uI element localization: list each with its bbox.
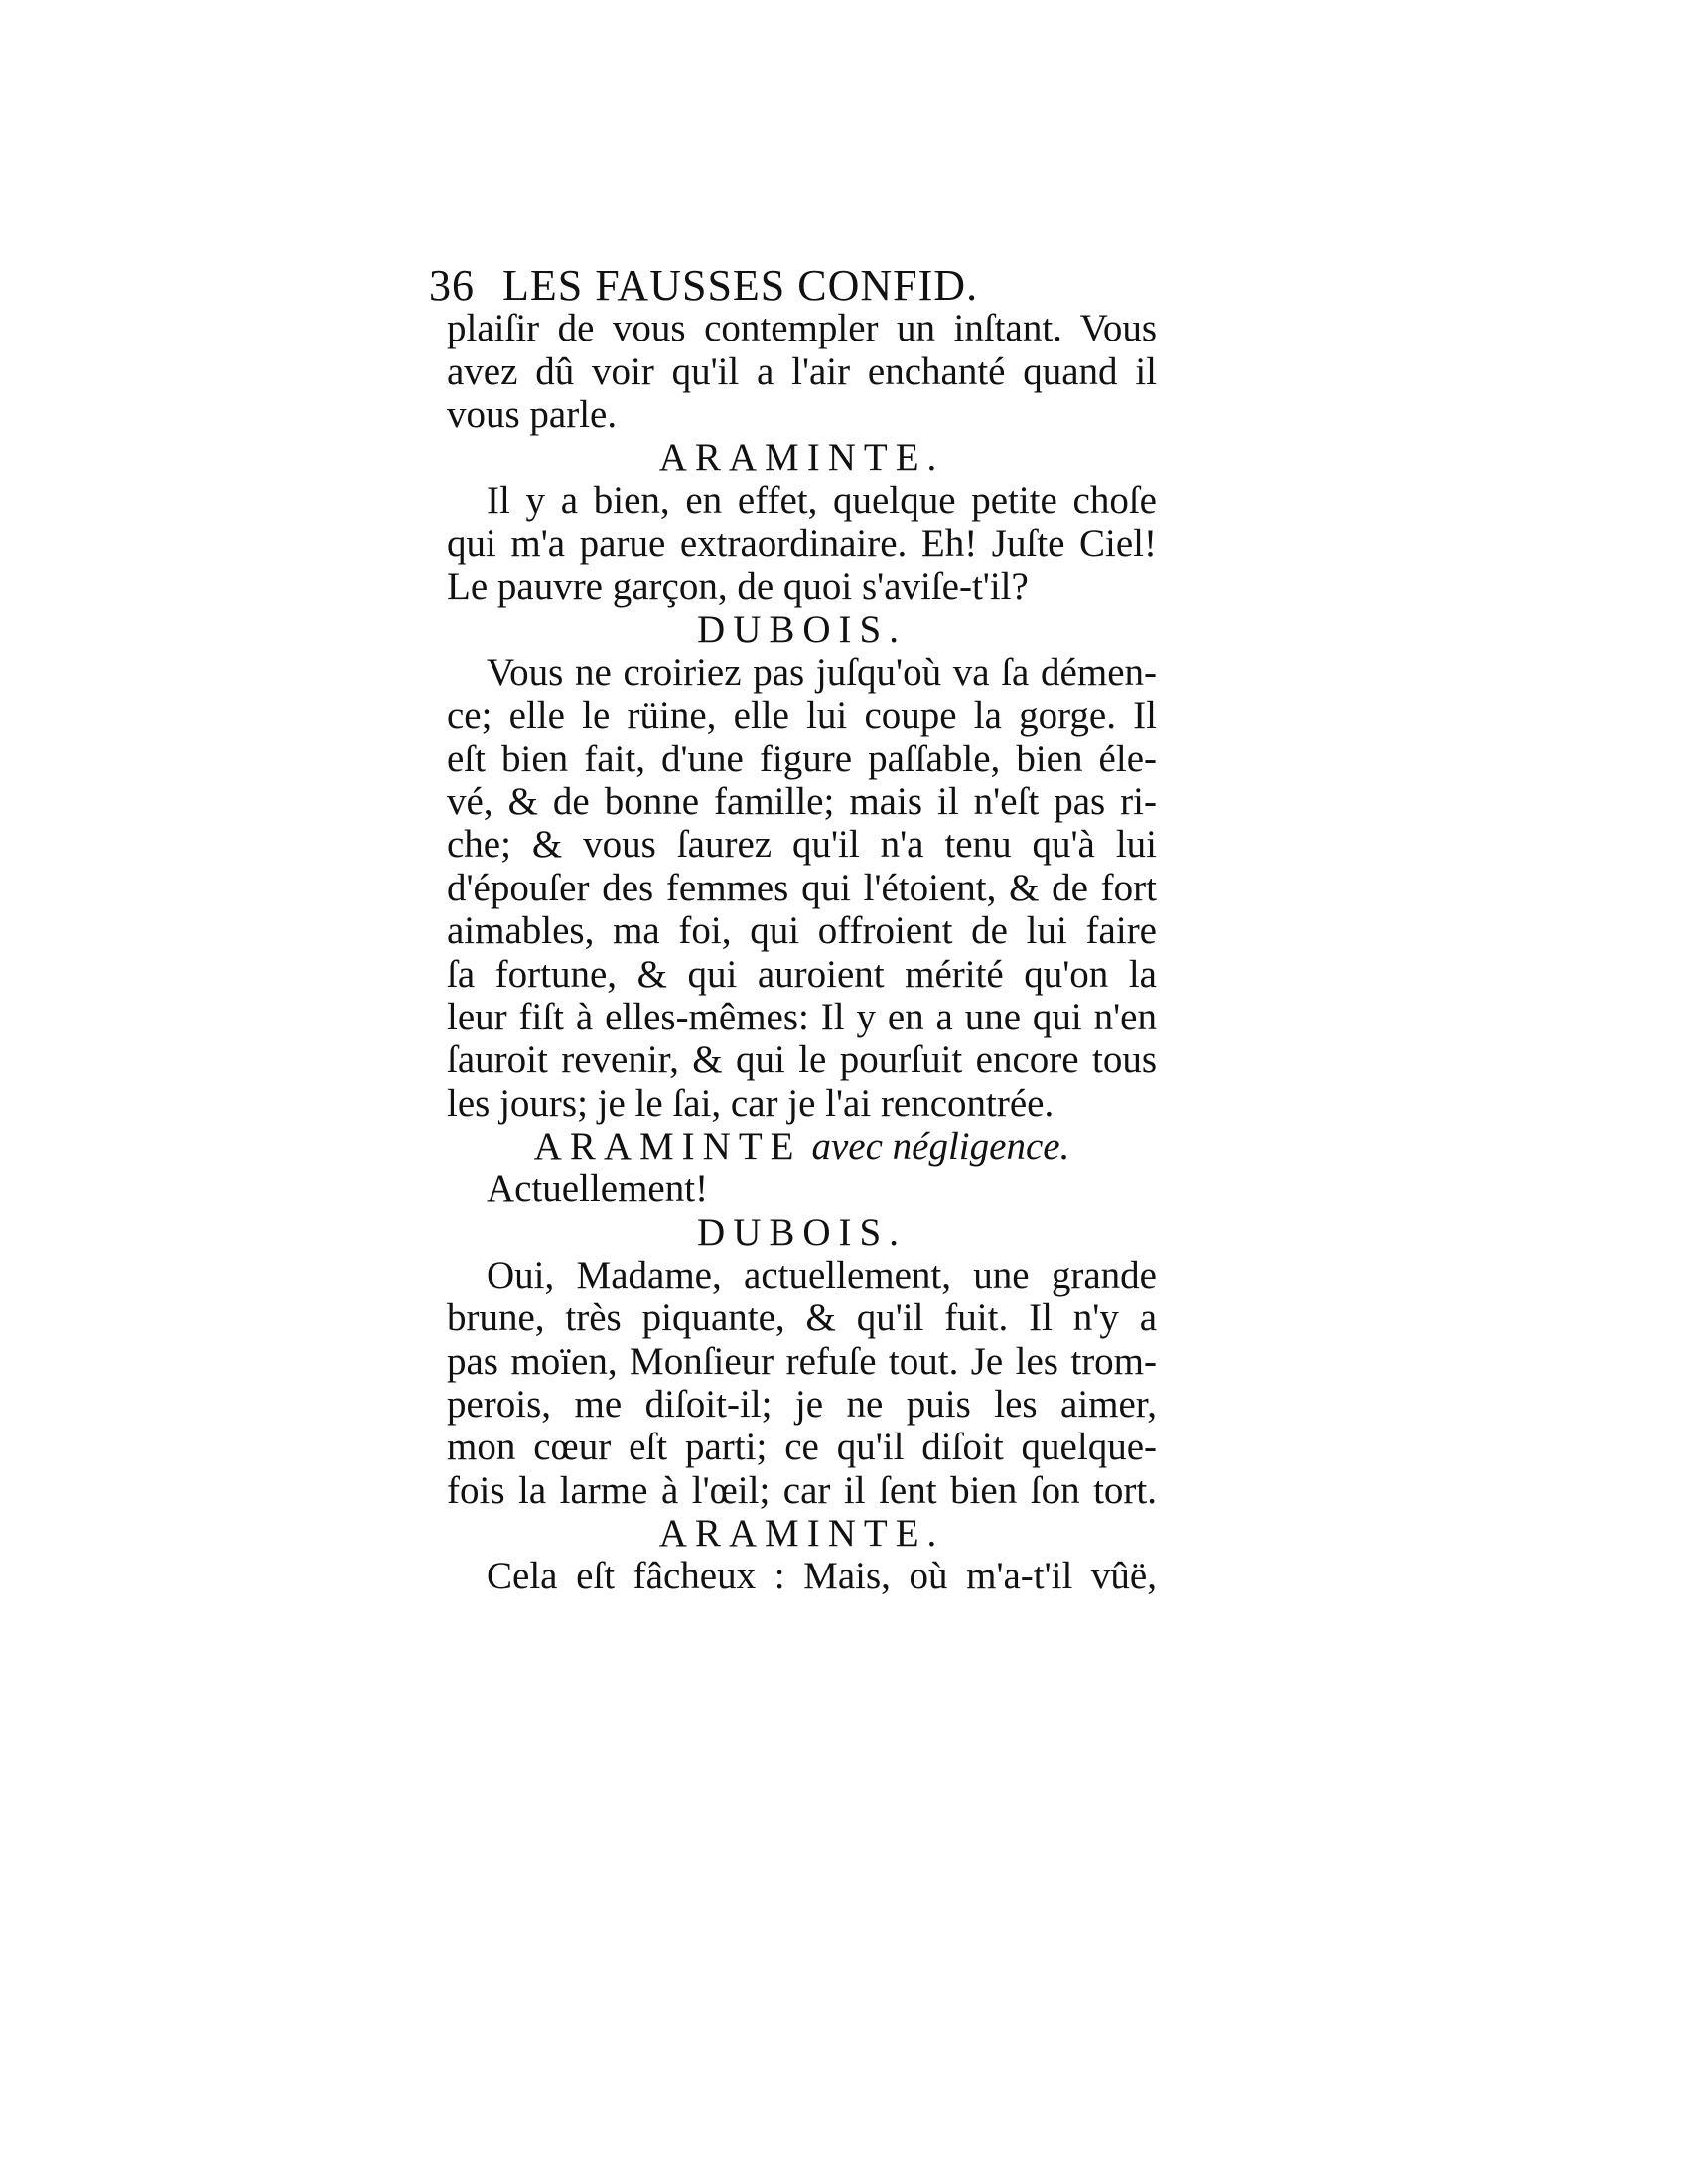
speaker-name: DUBOIS. bbox=[697, 1210, 907, 1254]
text-line: vé, & de bonne famille; mais il n'eſt pas ri- bbox=[447, 780, 1157, 824]
text-line: plaiſir de vous contempler un inſtant. Vous bbox=[447, 307, 1157, 350]
text-line: perois, me diſoit-il; je ne puis les aimer, bbox=[447, 1382, 1157, 1426]
speaker-name: ARAMINTE bbox=[533, 1124, 802, 1167]
text-line: Le pauvre garçon, de quoi s'aviſe-t'il? bbox=[447, 565, 1029, 609]
text-line: avez dû voir qu'il a l'air enchanté quand il bbox=[447, 349, 1157, 393]
text-line: Vous ne croiriez pas juſqu'où va ſa démen- bbox=[487, 651, 1157, 695]
play-text bbox=[447, 307, 1157, 1597]
text-line: eſt bien fait, d'une figure paſſable, bien éle- bbox=[447, 737, 1157, 780]
speaker-name: DUBOIS. bbox=[697, 608, 907, 651]
speaker-name: ARAMINTE. bbox=[658, 436, 945, 479]
text-line: qui m'a parue extraordinaire. Eh! Juſte Ciel! bbox=[447, 522, 1157, 566]
book-page bbox=[429, 261, 1157, 1598]
speaker-name: ARAMINTE. bbox=[658, 1511, 945, 1555]
text-line: che; & vous ſaurez qu'il n'a tenu qu'à lui bbox=[447, 823, 1157, 867]
text-line: aimables, ma foi, qui offroient de lui faire bbox=[447, 909, 1157, 953]
text-line: ſa fortune, & qui auroient mérité qu'on la bbox=[447, 952, 1157, 996]
stage-direction: avec négligence. bbox=[811, 1124, 1070, 1167]
page-number: 36 bbox=[429, 261, 475, 310]
text-line: vous parle. bbox=[447, 393, 618, 437]
text-line: fois la larme à l'œil; car il ſent bien ſon tort. bbox=[447, 1468, 1157, 1512]
text-line: mon cœur eſt parti; ce qu'il diſoit quelque- bbox=[447, 1426, 1157, 1469]
text-line: Cela eſt fâcheux : Mais, où m'a-t'il vûë, bbox=[487, 1555, 1157, 1598]
text-line: Il y a bien, en effet, quelque petite choſe bbox=[487, 478, 1157, 522]
text-line: d'épouſer des femmes qui l'étoient, & de fort bbox=[447, 866, 1157, 909]
running-header bbox=[429, 261, 1157, 310]
text-line: ſauroit revenir, & qui le pourſuit encore tous bbox=[447, 1038, 1157, 1082]
text-line: brune, très piquante, & qu'il fuit. Il n'y a bbox=[447, 1297, 1157, 1340]
text-line: ce; elle le rüine, elle lui coupe la gorge. Il bbox=[447, 694, 1157, 738]
text-line: leur fiſt à elles-mêmes: Il y en a une qui n'en bbox=[447, 995, 1157, 1038]
speaker-heading bbox=[447, 1125, 1157, 1167]
text-line: pas moïen, Monſieur refuſe tout. Je les trom- bbox=[447, 1339, 1157, 1383]
text-line: Actuellement! bbox=[487, 1167, 709, 1211]
text-line: Oui, Madame, actuellement, une grande bbox=[487, 1253, 1157, 1297]
running-title: LES FAUSSES CONFID. bbox=[502, 261, 979, 310]
text-line: les jours; je le ſai, car je l'ai rencontrée. bbox=[447, 1081, 1055, 1125]
